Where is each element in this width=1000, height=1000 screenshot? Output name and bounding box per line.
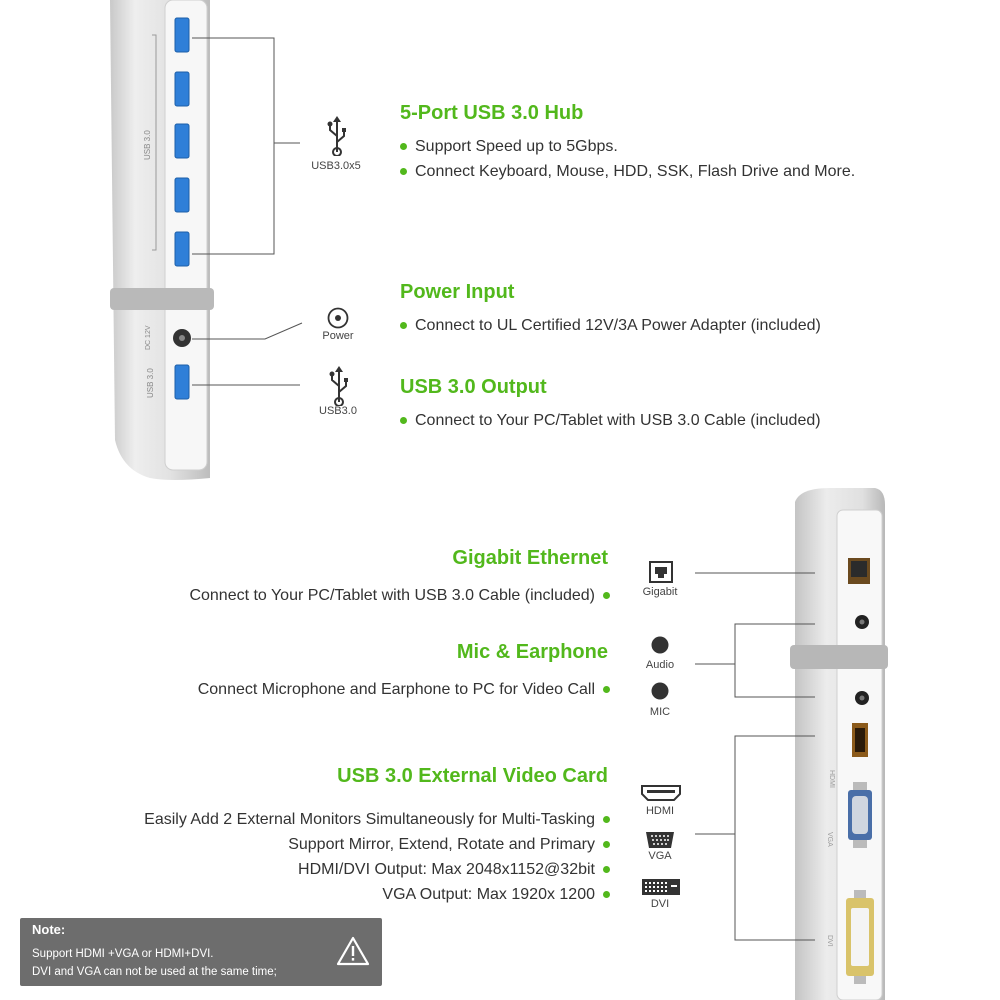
output-bullet: Connect to Your PC/Tablet with USB 3.0 Cable (included) (400, 412, 821, 430)
power-icon-label: Power (322, 330, 354, 342)
vga-device-label: VGA (826, 832, 833, 847)
mic-port (855, 691, 869, 705)
vga-icon-label: VGA (648, 850, 672, 862)
bullet-dot (400, 168, 407, 175)
audio-icon-label: Audio (645, 659, 675, 671)
bullet-dot (603, 891, 610, 898)
video-bullet: Easily Add 2 External Monitors Simultaneously for Multi-Tasking (144, 811, 610, 829)
bottom-connector-lines (690, 560, 840, 950)
usb-icon (326, 116, 348, 156)
video-bullet: VGA Output: Max 1920x 1200 (382, 886, 610, 904)
usb-single-label: USB 3.0 (146, 368, 155, 398)
ethernet-bullet: Connect to Your PC/Tablet with USB 3.0 Cable (included) (189, 587, 610, 605)
usb-port-5 (175, 232, 189, 266)
note-line-2: DVI and VGA can not be used at the same time; (32, 966, 277, 978)
usb-output-icon-label: USB3.0 (319, 405, 357, 417)
usb-output-port (175, 365, 189, 399)
dvi-port (846, 890, 874, 984)
bullet-dot (603, 686, 610, 693)
power-title: Power Input (400, 281, 515, 303)
hub-bullet: Connect Keyboard, Mouse, HDD, SSK, Flash Drive and More. (400, 163, 855, 181)
power-port-label: DC 12V (145, 325, 152, 350)
warning-icon (336, 936, 370, 966)
usb-icon (328, 366, 350, 406)
audio-port (855, 615, 869, 629)
bullet-dot (603, 816, 610, 823)
video-bullet: Support Mirror, Extend, Rotate and Primary (288, 836, 610, 854)
power-icon (327, 307, 349, 329)
usb-group-label: USB 3.0 (143, 130, 152, 160)
hdmi-device-label: HDMI (828, 770, 835, 788)
hdmi-port (852, 723, 868, 757)
bullet-dot (603, 592, 610, 599)
video-title: USB 3.0 External Video Card (337, 765, 608, 787)
power-bullet: Connect to UL Certified 12V/3A Power Adapter (included) (400, 317, 821, 335)
ethernet-icon (649, 561, 673, 583)
hub-title: 5-Port USB 3.0 Hub (400, 102, 584, 124)
output-title: USB 3.0 Output (400, 376, 547, 398)
dvi-icon (641, 878, 681, 896)
usb-port-4 (175, 178, 189, 212)
hdmi-icon (641, 785, 681, 801)
audio-title: Mic & Earphone (456, 641, 608, 663)
vga-icon (645, 831, 675, 849)
power-jack (173, 329, 191, 347)
ethernet-title: Gigabit Ethernet (452, 547, 608, 569)
note-line-1: Support HDMI +VGA or HDMI+DVI. (32, 948, 214, 960)
bullet-dot (400, 322, 407, 329)
ethernet-port (848, 558, 870, 584)
hub-bullet: Support Speed up to 5Gbps. (400, 138, 618, 156)
bullet-dot (603, 841, 610, 848)
mic-icon-label: MIC (649, 706, 671, 718)
ethernet-icon-label: Gigabit (642, 586, 678, 598)
dvi-icon-label: DVI (650, 898, 670, 910)
note-box (20, 918, 382, 986)
dvi-device-label: DVI (826, 935, 833, 947)
bullet-dot (400, 417, 407, 424)
top-dock-device (0, 0, 320, 480)
mic-jack-icon (650, 681, 670, 701)
usb-port-1 (175, 18, 189, 52)
usb-port-3 (175, 124, 189, 158)
usb-port-2 (175, 72, 189, 106)
note-title: Note: (32, 922, 66, 937)
hdmi-icon-label: HDMI (645, 805, 675, 817)
audio-jack-icon (650, 635, 670, 655)
vga-port (848, 782, 872, 848)
bullet-dot (400, 143, 407, 150)
usb-hub-icon-label: USB3.0x5 (311, 160, 361, 172)
bullet-dot (603, 866, 610, 873)
video-bullet: HDMI/DVI Output: Max 2048x1152@32bit (298, 861, 610, 879)
audio-bullet: Connect Microphone and Earphone to PC for Video Call (198, 681, 610, 699)
